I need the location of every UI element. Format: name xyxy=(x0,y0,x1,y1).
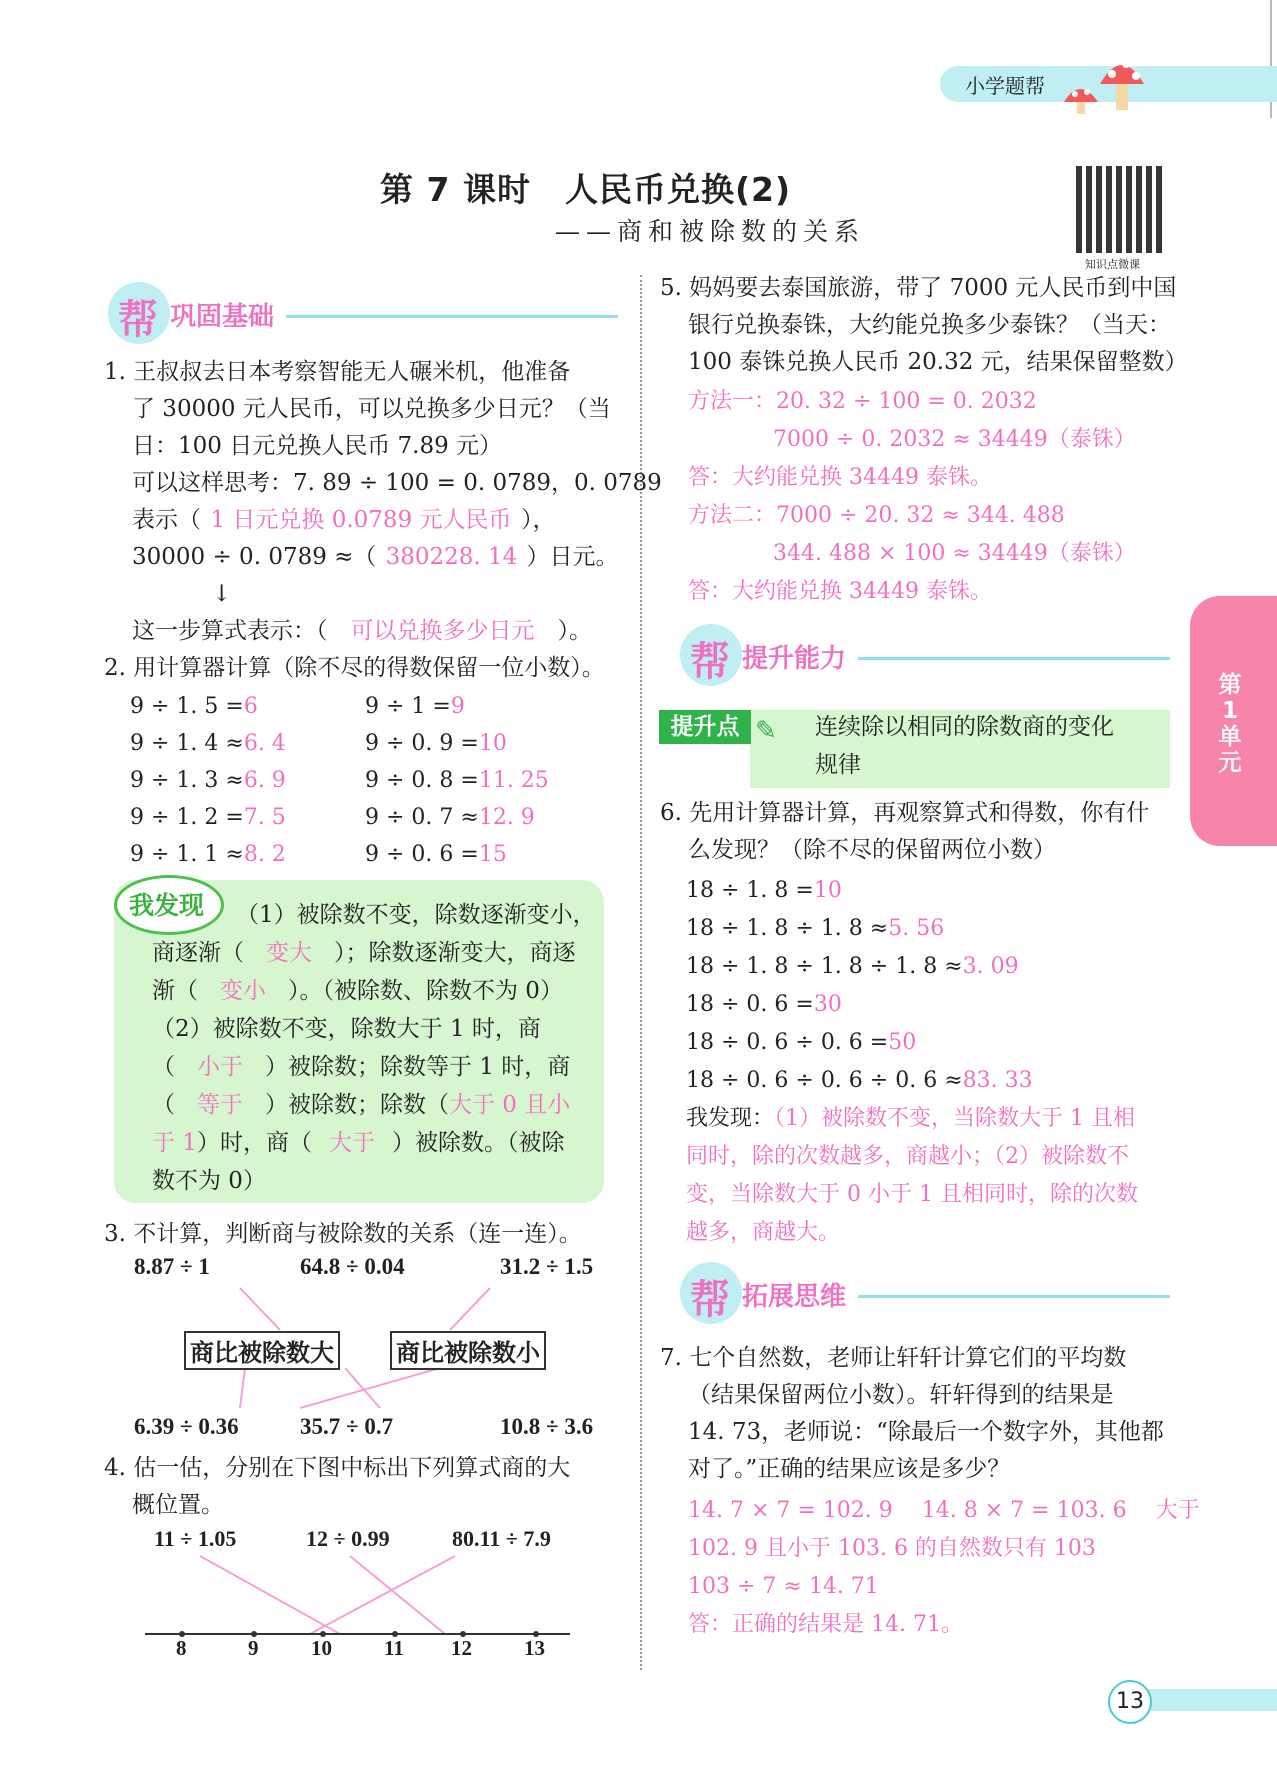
qr-code-icon[interactable] xyxy=(1076,166,1163,253)
discovery-text: （1）被除数不变，除数逐渐变小， 商逐渐（ 变大 ）；除数逐渐变大，商逐 渐（ 变小 ）。（被除数、除数不为 0） （2）被除数不变，除数大于 1 时，商 （ 小于 ）被除数；除数等于 1 时，商 （ 等于 ）被除数；除数（大于 0 且小 于 1）时，商（ 大于 ）被除数。（被除 数不为 0） xyxy=(152,902,596,1194)
q3-expr-bottom-1: 6.39 ÷ 0.36 xyxy=(134,1414,239,1439)
section-header-extend: 帮 拓展思维 xyxy=(680,1262,1170,1322)
section-improve-label: 提升能力 xyxy=(742,644,847,674)
q7-answer: 14. 7 × 7 = 102. 9 14. 8 × 7 = 103. 6 大于 102. 9 且小于 103. 6 的自然数只有 103 103 ÷ 7 ≈ 14. 71 答：正确的结果是 14. 71。 xyxy=(688,1498,1200,1637)
tip-tag: 提升点 xyxy=(659,710,751,744)
page-title: 第 7 课时 人民币兑换(2) xyxy=(380,170,792,209)
q6-stem: 6. 先用计算器计算，再观察算式和得数，你有什 么发现？（除不尽的保留两位小数） xyxy=(660,800,1150,863)
tick-label: 9 xyxy=(248,1636,259,1660)
unit-side-tab[interactable]: 第1单元 xyxy=(1190,596,1277,846)
q7: 7. 七个自然数，老师让轩轩计算它们的平均数 （结果保留两位小数）。轩轩得到的结果是 14. 73，老师说：“除最后一个数字外，其他都 对了。”正确的结果应该是多少？ xyxy=(660,1345,1164,1482)
section-header-improve: 帮 提升能力 xyxy=(680,624,1170,684)
q6-discovery: 我发现：（1）被除数不变，当除数大于 1 且相 同时，除的次数越多，商越小；（2）被除数不 变，当除数大于 0 小于 1 且相同时，除的次数 越多，商越大。 xyxy=(686,1106,1138,1245)
q3-expr-top-1: 8.87 ÷ 1 xyxy=(134,1254,210,1279)
q3-expr-bottom-3: 10.8 ÷ 3.6 xyxy=(500,1414,594,1439)
q5: 5. 妈妈要去泰国旅游，带了 7000 元人民币到中国 银行兑换泰铢，大约能兑换多少泰铢？（当天： 100 泰铢兑换人民币 20.32 元，结果保留整数） xyxy=(660,275,1188,375)
q1-answer-meaning: 1 日元兑换 0.0789 元人民币 xyxy=(210,507,512,533)
q3-box-quotient-smaller: 商比被除数小 xyxy=(390,1331,546,1370)
q5-answer: 方法一：20. 32 ÷ 100 = 0. 2032 7000 ÷ 0. 2032 ≈ 34449（泰铢） 答：大约能兑换 34449 泰铢。 方法二：7000 ÷ 20. 32 ≈ 344. 488 344. 488 × 100 ≈ 34449（泰铢） 答：大约能兑换 34449 泰铢。 xyxy=(688,389,1136,604)
q4-stem: 4. 估一估，分别在下图中标出下列算式商的大 概位置。 xyxy=(104,1455,571,1518)
q2-stem: 2. 用计算器计算（除不尽的得数保留一位小数）。 xyxy=(104,655,605,681)
q2-table: 9 ÷ 1. 5 =6 9 ÷ 1 =9 9 ÷ 1. 4 ≈6. 4 9 ÷ 0. 9 =10 9 ÷ 1. 3 ≈6. 9 9 ÷ 0. 8 =11. 25 9 ÷ 1. 2 =7. 5 9 ÷ 0. 7 ≈12. 9 9 ÷ 1. 1 ≈8. 2 9 ÷ 0. 6 =15 xyxy=(130,694,549,867)
discovery-badge: 我发现 xyxy=(114,875,224,935)
q3-expr-top-3: 31.2 ÷ 1.5 xyxy=(500,1254,594,1279)
q4-expr-3: 80.11 ÷ 7.9 xyxy=(452,1526,551,1551)
q1: 1. 王叔叔去日本考察智能无人碾米机，他准备 了 30000 元人民币，可以兑换多少日元？（当 日：100 日元兑换人民币 7.89 元） 可以这样思考：7. 89 ÷ 100 = 0. 0789，0. 0789 表示（ 1 日元兑换 0.0789 元人民币 ）， 30000 ÷ 0. 0789 ≈（ 380228. 14 ）日元。 ↓ 这一步算式表示：（ 可以兑换多少日元 ）。 xyxy=(104,354,662,650)
section-header-basic: 帮 巩固基础 xyxy=(108,282,618,342)
q3-stem: 3. 不计算，判断商与被除数的关系（连一连）。 xyxy=(104,1221,582,1247)
q1-answer-step: 可以兑换多少日元 xyxy=(350,618,535,644)
section-basic-label: 巩固基础 xyxy=(170,302,275,332)
q3-expr-bottom-2: 35.7 ÷ 0.7 xyxy=(300,1414,394,1439)
tick-label: 13 xyxy=(524,1636,545,1660)
q6-rows: 18 ÷ 1. 8 =10 18 ÷ 1. 8 ÷ 1. 8 ≈5. 56 18 ÷ 1. 8 ÷ 1. 8 ÷ 1. 8 ≈3. 09 18 ÷ 0. 6 =30 18 ÷ 0. 6 ÷ 0. 6 =50 18 ÷ 0. 6 ÷ 0. 6 ÷ 0. 6 ≈83. 33 xyxy=(686,878,1033,1093)
q4-expr-2: 12 ÷ 0.99 xyxy=(306,1526,390,1551)
tick-label: 12 xyxy=(451,1636,472,1660)
q3-box-quotient-larger: 商比被除数大 xyxy=(184,1331,340,1370)
section-extend-label: 拓展思维 xyxy=(742,1282,847,1312)
down-arrow-icon: ↓ xyxy=(212,581,232,607)
page-subtitle: ——商和被除数的关系 xyxy=(555,217,866,246)
page-number: 13 xyxy=(1108,1680,1152,1724)
brand-label: 小学题帮 xyxy=(965,74,1045,98)
q1-answer-yen: 380228. 14 xyxy=(385,544,518,570)
q3-expr-top-2: 64.8 ÷ 0.04 xyxy=(300,1254,405,1279)
tick-label: 8 xyxy=(176,1636,187,1660)
q4-number-line xyxy=(140,1546,580,1656)
pencil-icon: ✎ xyxy=(755,716,777,746)
mushroom-icon xyxy=(1060,44,1150,114)
qr-caption: 知识点微课 xyxy=(1085,258,1140,271)
page-number-band xyxy=(1148,1689,1277,1711)
tick-label: 10 xyxy=(311,1636,332,1660)
tip-text: 连续除以相同的除数商的变化 规律 xyxy=(815,714,1114,778)
tick-label: 11 xyxy=(384,1636,404,1660)
q4-expr-1: 11 ÷ 1.05 xyxy=(154,1526,237,1551)
